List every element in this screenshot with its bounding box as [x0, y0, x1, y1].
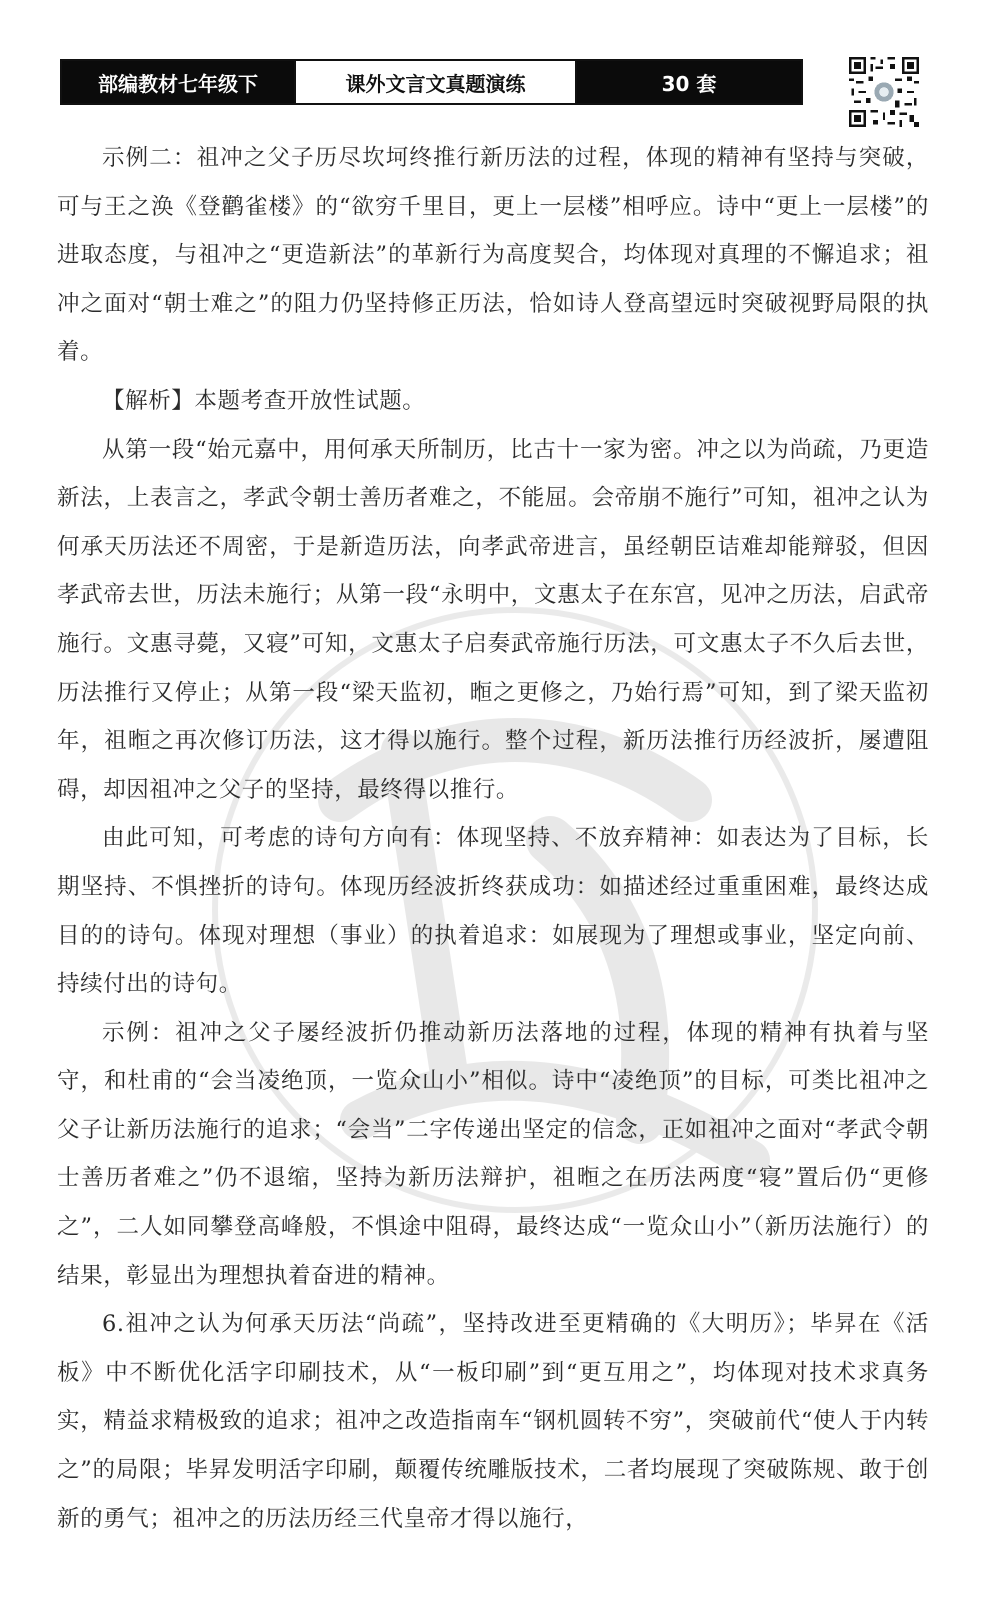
header-title: 课外文言文真题演练 — [294, 61, 577, 103]
header-set-count: 30 套 — [577, 61, 801, 103]
passage-explanation-paragraph: 从第一段“始元嘉中，用何承天所制历，比古十一家为密。冲之以为尚疏，乃更造新法，上表言之，孝武令朝士善历者难之，不能屈。会帝崩不施行”可知，祖冲之认为何承天历法还不周密，于是新造历法，向孝武帝进言，虽经朝臣诘难却能辩驳，但因孝武帝去世，历法未施行；从第一段“永明中，文惠太子在东宫，见冲之历法，启武帝施行。文惠寻薨，又寝”可知，文惠太子启奏武帝施行历法，可文惠太子不久后去世，历法推行又停止；从第一段“梁天监初，暅之更修之，乃始行焉”可知，到了梁天监初年，祖暅之再次修订历法，这才得以施行。整个过程，新历法推行历经波折，屡遭阻碍，却因祖冲之父子的坚持，最终得以推行。 — [57, 436, 929, 803]
analysis-label: 【解析】 — [102, 387, 195, 414]
analysis-paragraph — [57, 377, 929, 426]
example-paragraph: 示例：祖冲之父子屡经波折仍推动新历法落地的过程，体现的精神有执着与坚守，和杜甫的“会当凌绝顶，一览众山小”相似。诗中“凌绝顶”的目标，可类比祖冲之父子让新历法施行的追求；“会当”二字传递出坚定的信念，正如祖冲之面对“孝武令朝士善历者难之”仍不退缩，坚持为新历法辩护，祖暅之在历法两度“寝”置后仍“更修之”，二人如同攀登高峰般，不惧途中阻碍，最终达成“一览众山小”（新历法施行）的结果，彰显出为理想执着奋进的精神。 — [57, 1019, 929, 1289]
header-textbook-label: 部编教材七年级下 — [62, 61, 294, 103]
document-body — [57, 134, 929, 1543]
analysis-text: 本题考查开放性试题。 — [194, 387, 426, 414]
question-six-paragraph: 6.祖冲之认为何承天历法“尚疏”，坚持改进至更精确的《大明历》；毕昇在《活板》中不断优化活字印刷技术，从“一板印刷”到“更互用之”，均体现对技术求真务实，精益求精极致的追求；祖冲之改造指南车“钢机圆转不穷”，突破前代“使人于内转之”的局限；毕昇发明活字印刷，颠覆传统雕版技术，二者均展现了突破陈规、敢于创新的勇气；祖冲之的历法历经三代皇帝才得以施行， — [57, 1311, 929, 1532]
qr-code-icon — [849, 57, 919, 127]
header-bar — [60, 59, 803, 105]
example-two-paragraph: 示例二：祖冲之父子历尽坎坷终推行新历法的过程，体现的精神有坚持与突破，可与王之涣《登鹳雀楼》的“欲穷千里目，更上一层楼”相呼应。诗中“更上一层楼”的进取态度，与祖冲之“更造新法”的革新行为高度契合，均体现对真理的不懈追求；祖冲之面对“朝士难之”的阻力仍坚持修正历法，恰如诗人登高望远时突破视野局限的执着。 — [57, 145, 929, 366]
poem-direction-paragraph: 由此可知，可考虑的诗句方向有：体现坚持、不放弃精神：如表达为了目标，长期坚持、不惧挫折的诗句。体现历经波折终获成功：如描述经过重重困难，最终达成目的的诗句。体现对理想（事业）的执着追求：如展现为了理想或事业，坚定向前、持续付出的诗句。 — [57, 825, 929, 998]
